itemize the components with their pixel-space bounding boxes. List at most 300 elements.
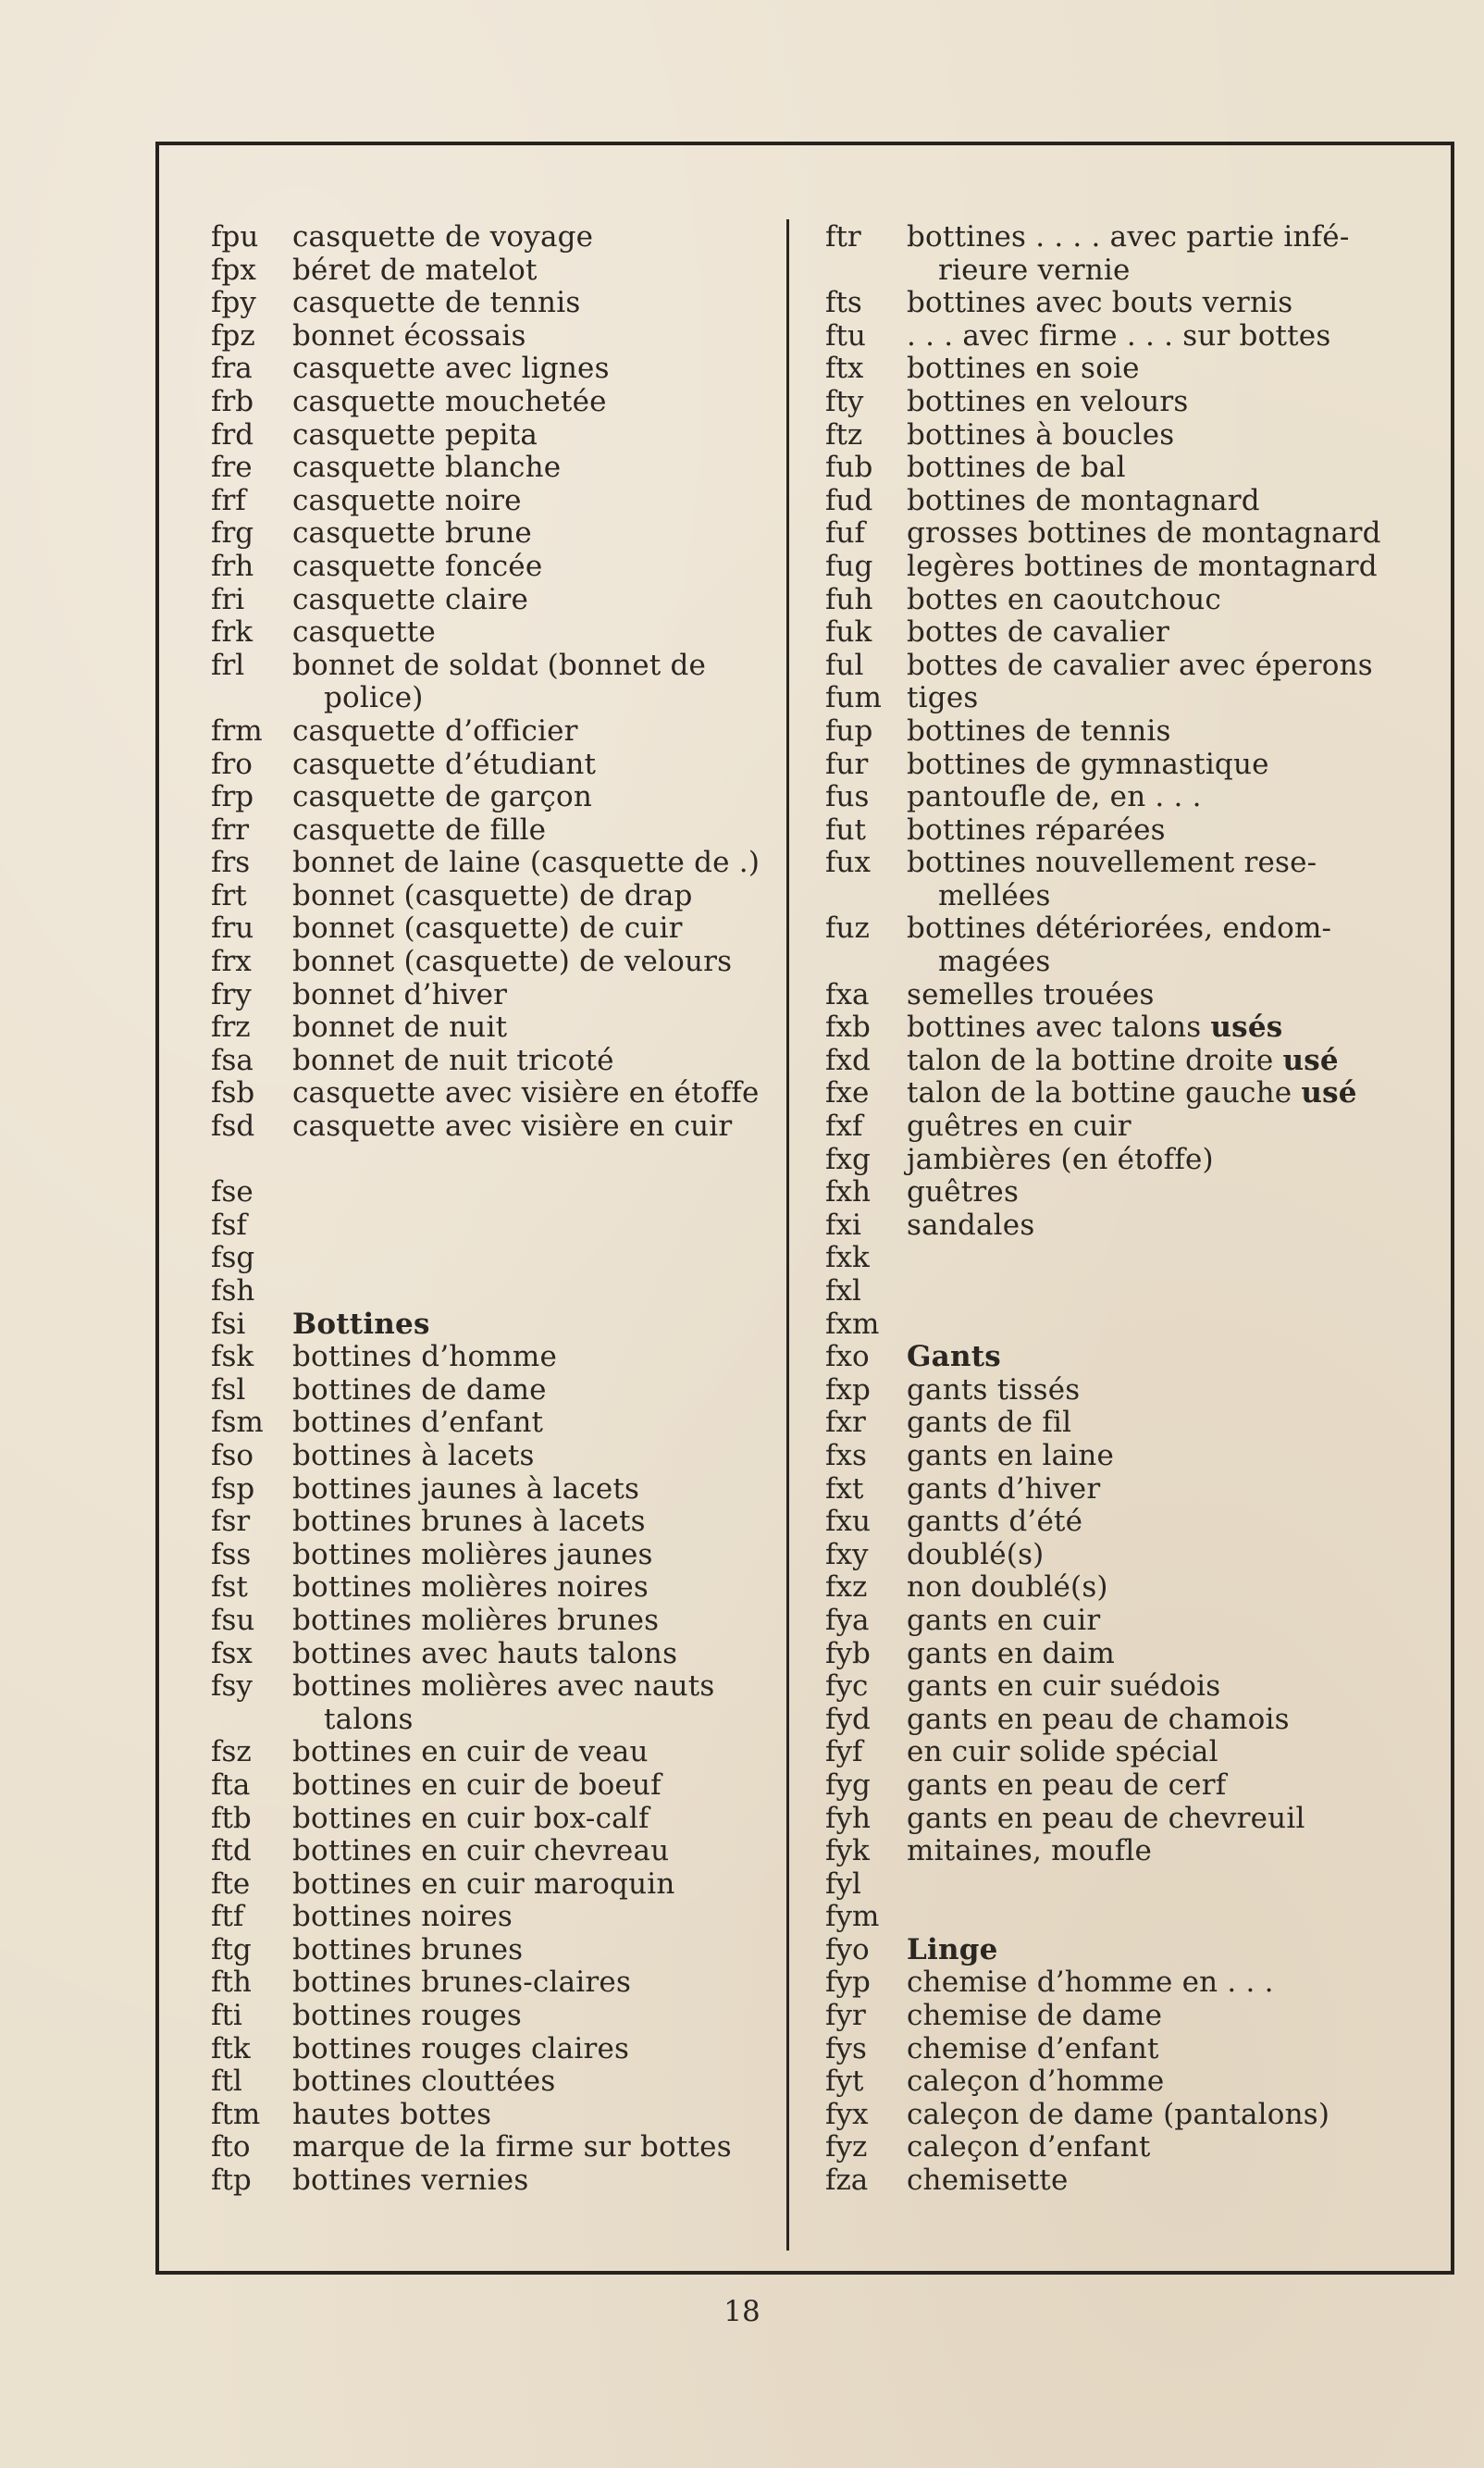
section-heading — [907, 1934, 1445, 1967]
entry-code: fxk — [825, 1241, 870, 1275]
entry-text — [292, 2131, 775, 2164]
entry-code: fpx — [211, 253, 256, 287]
entry-label: casquette d’étudiant — [292, 747, 597, 781]
list-item — [825, 1407, 1445, 1440]
entry-text — [292, 551, 775, 584]
entry-label: gants en peau de chevreuil — [907, 1801, 1305, 1835]
entry-label: gants de fil — [907, 1406, 1072, 1440]
entry-code: fss — [211, 1537, 252, 1571]
entry-text — [292, 1539, 775, 1572]
entry-label: bonnet (casquette) de drap — [292, 878, 693, 912]
list-item — [211, 287, 775, 320]
entry-text — [292, 650, 775, 683]
list-item — [211, 1374, 775, 1408]
entry-text — [907, 1407, 1445, 1440]
entry-text — [907, 1473, 1445, 1507]
list-item — [825, 320, 1445, 353]
entry-text — [907, 1835, 1445, 1868]
list-item — [211, 1144, 775, 1177]
list-item — [211, 1011, 775, 1045]
entry-label: bottines avec hauts talons — [292, 1636, 678, 1670]
list-item — [211, 2099, 775, 2132]
entry-code: fra — [211, 352, 253, 386]
list-item — [211, 1506, 775, 1539]
entry-code: fsk — [211, 1340, 254, 1374]
entry-code: fxd — [825, 1043, 871, 1077]
list-item — [211, 386, 775, 419]
list-item — [211, 1209, 775, 1243]
list-item — [825, 2065, 1445, 2099]
entry-code: frb — [211, 384, 254, 418]
list-item — [211, 1539, 775, 1572]
entry-text — [292, 584, 775, 617]
entry-label: casquette de fille — [292, 812, 547, 847]
entry-code: fys — [825, 2031, 867, 2065]
entry-text — [292, 2065, 775, 2099]
entry-code: frg — [211, 516, 254, 551]
column-divider — [786, 219, 789, 2251]
entry-label: grosses bottines de montagnard — [907, 516, 1381, 551]
entry-code: fyx — [825, 2097, 869, 2131]
entry-text — [292, 353, 775, 386]
entry-text-continuation: police) — [324, 681, 424, 715]
entry-text — [907, 1539, 1445, 1572]
entry-code: fxy — [825, 1537, 869, 1571]
entry-label: bottines brunes — [292, 1932, 524, 1966]
entry-label: gants en cuir — [907, 1603, 1101, 1637]
list-item — [825, 1670, 1445, 1704]
entry-code: fsz — [211, 1735, 252, 1769]
list-item — [211, 880, 775, 913]
entry-text — [907, 749, 1445, 782]
list-item — [211, 1110, 775, 1144]
entry-text — [292, 1506, 775, 1539]
entry-text — [292, 386, 775, 419]
right-column — [825, 221, 1445, 2198]
entry-text — [907, 1374, 1445, 1408]
list-item — [211, 814, 775, 848]
entry-code: fxz — [825, 1570, 868, 1605]
entry-text — [292, 1736, 775, 1769]
entry-text — [292, 2000, 775, 2033]
entry-code: ftp — [211, 2164, 252, 2198]
list-item — [825, 1966, 1445, 2000]
entry-label: bottines à lacets — [292, 1438, 535, 1472]
entry-text — [907, 2065, 1445, 2099]
entry-text — [292, 1275, 775, 1308]
entry-label: bottines nouvellement rese- — [907, 846, 1317, 880]
entry-label: casquette mouchetée — [292, 384, 607, 418]
entry-text — [292, 880, 775, 913]
entry-code: fxh — [825, 1175, 871, 1209]
page-frame — [155, 142, 1454, 2275]
entry-text — [907, 287, 1445, 320]
entry-label: gants en daim — [907, 1636, 1115, 1670]
entry-text — [907, 847, 1445, 880]
entry-code: frl — [211, 648, 245, 682]
list-item — [211, 2033, 775, 2066]
code-spacer — [825, 880, 907, 913]
entry-code: fxt — [825, 1471, 864, 1506]
entry-text — [907, 2099, 1445, 2132]
list-item — [825, 1605, 1445, 1638]
list-item — [211, 221, 775, 254]
entry-label: guêtres en cuir — [907, 1110, 1132, 1144]
entry-label: bottines détériorées, endom- — [907, 912, 1332, 946]
entry-code: fxi — [825, 1208, 861, 1242]
entry-text — [907, 2164, 1445, 2198]
list-item — [211, 517, 775, 551]
entry-code: fte — [211, 1867, 251, 1901]
entry-text — [907, 353, 1445, 386]
list-item — [211, 1571, 775, 1605]
entry-label: bottines . . . . avec partie infé- — [907, 220, 1350, 254]
list-item — [825, 814, 1445, 848]
list-item — [211, 1308, 775, 1342]
list-item — [211, 2131, 775, 2164]
entry-code: fth — [211, 1966, 252, 2000]
entry-text — [907, 386, 1445, 419]
entry-code: fxu — [825, 1505, 871, 1539]
entry-text — [292, 912, 775, 946]
entry-text — [907, 1144, 1445, 1177]
entry-text — [292, 1571, 775, 1605]
entry-label: talon de la bottine gauche — [907, 1076, 1292, 1110]
entry-label: casquette de garçon — [292, 780, 593, 814]
list-item — [211, 1868, 775, 1902]
entry-text — [292, 254, 775, 288]
entry-label: bottines brunes-claires — [292, 1966, 632, 2000]
entry-text — [292, 1966, 775, 2000]
entry-code: fyb — [825, 1636, 871, 1670]
entry-code: fup — [825, 713, 873, 748]
entry-text — [292, 517, 775, 551]
entry-code: fur — [825, 747, 869, 781]
entry-code: ftu — [825, 318, 866, 353]
entry-text — [907, 1275, 1445, 1308]
list-item — [825, 485, 1445, 518]
entry-label: Bottines — [292, 1307, 430, 1341]
entry-code: frp — [211, 780, 254, 814]
entry-code: fuz — [825, 912, 870, 946]
entry-label: bottines de dame — [292, 1372, 547, 1407]
list-item — [825, 221, 1445, 254]
entry-label: bottines en soie — [907, 352, 1140, 386]
list-item — [211, 1045, 775, 1078]
entry-text — [292, 814, 775, 848]
entry-code: fza — [825, 2164, 869, 2198]
entry-label: bottines en cuir maroquin — [292, 1867, 675, 1901]
entry-code: fxm — [825, 1307, 880, 1341]
entry-text — [292, 1077, 775, 1110]
entry-label: casquette blanche — [292, 451, 562, 485]
entry-code: fyc — [825, 1669, 869, 1704]
entry-code: fuh — [825, 582, 873, 616]
list-item — [211, 1242, 775, 1275]
entry-code: fsf — [211, 1208, 247, 1242]
entry-label: en cuir solide spécial — [907, 1735, 1218, 1769]
list-item — [211, 1966, 775, 2000]
entry-label: bottines avec talons — [907, 1011, 1202, 1045]
entry-label: bonnet de nuit tricoté — [292, 1043, 614, 1077]
entry-code: ftf — [211, 1900, 244, 1934]
entry-text — [907, 1868, 1445, 1902]
entry-emphasis: usé — [1282, 1043, 1339, 1077]
entry-code: fxb — [825, 1011, 871, 1045]
entry-code: fub — [825, 451, 873, 485]
list-item — [825, 1242, 1445, 1275]
list-item — [211, 254, 775, 288]
entry-label: gants en peau de chamois — [907, 1702, 1290, 1736]
entry-text — [907, 616, 1445, 650]
list-item — [211, 616, 775, 650]
entry-text — [292, 847, 775, 880]
entry-text — [907, 1242, 1445, 1275]
entry-code: ftb — [211, 1801, 252, 1835]
entry-text — [907, 419, 1445, 453]
list-item — [825, 749, 1445, 782]
entry-text — [292, 1209, 775, 1243]
entry-code: fus — [825, 780, 870, 814]
entry-code: frs — [211, 846, 251, 880]
entry-label: bottines en cuir chevreau — [292, 1834, 670, 1868]
list-item — [825, 1506, 1445, 1539]
list-item — [825, 1473, 1445, 1507]
entry-label: bottines rouges claires — [292, 2031, 630, 2065]
entry-text — [292, 1769, 775, 1803]
entry-text — [292, 1110, 775, 1144]
list-item — [211, 1440, 775, 1473]
list-item — [211, 419, 775, 453]
list-item — [825, 715, 1445, 749]
entry-label: gants en cuir suédois — [907, 1669, 1221, 1704]
entry-text — [907, 1209, 1445, 1243]
entry-label: bonnet d’hiver — [292, 977, 508, 1011]
list-item — [825, 2099, 1445, 2132]
list-item — [825, 1736, 1445, 1769]
entry-text — [292, 979, 775, 1012]
list-item — [825, 912, 1445, 946]
entry-code: fxa — [825, 977, 870, 1011]
entry-code: fst — [211, 1570, 248, 1605]
entry-code: fxe — [825, 1076, 870, 1110]
list-item — [825, 1176, 1445, 1209]
section-heading — [907, 1341, 1445, 1374]
entry-code: fyk — [825, 1834, 870, 1868]
entry-text — [907, 1670, 1445, 1704]
entry-code: fut — [825, 812, 866, 847]
entry-code: ftd — [211, 1834, 252, 1868]
entry-text — [907, 1011, 1445, 1045]
entry-text — [292, 1440, 775, 1473]
entry-code: fsy — [211, 1669, 253, 1704]
entry-text — [907, 1077, 1445, 1110]
entry-code: frf — [211, 483, 246, 517]
entry-label: bottines clouttées — [292, 2065, 556, 2099]
entry-label: bottines molières avec nauts — [292, 1669, 715, 1704]
list-item — [825, 584, 1445, 617]
entry-code: ftm — [211, 2097, 261, 2131]
entry-code: fyl — [825, 1867, 861, 1901]
entry-code: fsx — [211, 1636, 253, 1670]
list-item — [211, 1769, 775, 1803]
list-item — [211, 1901, 775, 1934]
entry-label: casquette — [292, 615, 436, 650]
entry-text — [292, 1473, 775, 1507]
entry-text — [907, 1176, 1445, 1209]
list-item — [211, 1473, 775, 1507]
code-spacer — [211, 1704, 292, 1737]
entry-text — [292, 1374, 775, 1408]
list-item — [825, 1769, 1445, 1803]
list-item-continuation — [825, 254, 1445, 288]
code-spacer — [825, 946, 907, 979]
entry-label: chemise de dame — [907, 1999, 1163, 2033]
entry-label: bonnet de laine (casquette de .) — [292, 846, 761, 880]
list-item — [825, 1901, 1445, 1934]
entry-label: casquette brune — [292, 516, 532, 551]
entry-code: fug — [825, 549, 873, 583]
entry-code: frm — [211, 713, 263, 748]
entry-code: ful — [825, 648, 864, 682]
list-item — [211, 1638, 775, 1671]
list-item — [825, 1440, 1445, 1473]
entry-code: fxr — [825, 1406, 866, 1440]
list-item — [211, 584, 775, 617]
list-item — [211, 946, 775, 979]
list-item — [211, 320, 775, 353]
entry-label: caleçon d’homme — [907, 2065, 1165, 2099]
entry-label: casquette foncée — [292, 549, 543, 583]
entry-text — [907, 715, 1445, 749]
entry-code: fyh — [825, 1801, 871, 1835]
entry-label: bonnet de nuit — [292, 1011, 508, 1045]
entry-text — [907, 1704, 1445, 1737]
entry-text — [292, 1835, 775, 1868]
entry-code: fyz — [825, 2130, 868, 2164]
entry-text — [292, 419, 775, 453]
entry-label: bottines d’enfant — [292, 1406, 544, 1440]
entry-label: non doublé(s) — [907, 1570, 1108, 1605]
entry-text — [292, 485, 775, 518]
entry-text — [907, 1736, 1445, 1769]
list-item — [211, 1407, 775, 1440]
entry-code: frh — [211, 549, 254, 583]
entry-text — [907, 1308, 1445, 1342]
entry-code: fse — [211, 1175, 254, 1209]
entry-text — [907, 1638, 1445, 1671]
entry-label: talon de la bottine droite — [907, 1043, 1274, 1077]
entry-label: bottines rouges — [292, 1999, 522, 2033]
entry-text — [907, 1901, 1445, 1934]
entry-code: fre — [211, 451, 253, 485]
entry-code: frd — [211, 417, 254, 452]
list-item — [825, 1011, 1445, 1045]
entry-code: fsi — [211, 1307, 246, 1341]
entry-label: bottines molières jaunes — [292, 1537, 653, 1571]
entry-text — [907, 2131, 1445, 2164]
entry-label: casquette avec lignes — [292, 352, 610, 386]
list-item — [211, 715, 775, 749]
list-item — [825, 551, 1445, 584]
list-item — [825, 386, 1445, 419]
entry-code: fry — [211, 977, 252, 1011]
entry-label: sandales — [907, 1208, 1035, 1242]
list-item — [211, 551, 775, 584]
entry-label: caleçon de dame (pantalons) — [907, 2097, 1330, 2131]
list-item — [211, 979, 775, 1012]
list-item — [825, 847, 1445, 880]
entry-emphasis: usés — [1210, 1011, 1283, 1045]
list-item-continuation — [211, 1704, 775, 1737]
entry-code: fpy — [211, 286, 256, 320]
entry-text — [907, 1506, 1445, 1539]
entry-code: fto — [211, 2130, 251, 2164]
entry-label: bottines de gymnastique — [907, 747, 1269, 781]
entry-text — [292, 616, 775, 650]
left-column — [211, 221, 775, 2198]
entry-text — [907, 452, 1445, 485]
entry-code: fsb — [211, 1076, 255, 1110]
entry-text — [907, 1110, 1445, 1144]
entry-label: gantts d’été — [907, 1505, 1083, 1539]
entry-text — [907, 814, 1445, 848]
list-item — [211, 452, 775, 485]
entry-code: fxs — [825, 1438, 867, 1472]
entry-text-continuation: magées — [938, 945, 1051, 979]
entry-label: bottines à boucles — [907, 417, 1175, 452]
entry-code — [211, 1144, 292, 1177]
list-item — [825, 353, 1445, 386]
code-spacer — [211, 682, 292, 715]
list-item — [211, 1176, 775, 1209]
list-item — [825, 1704, 1445, 1737]
entry-label: semelles trouées — [907, 977, 1155, 1011]
list-item — [825, 287, 1445, 320]
entry-text — [292, 781, 775, 814]
list-item — [825, 1209, 1445, 1243]
entry-label: bottines molières noires — [292, 1570, 649, 1605]
entry-code: fts — [825, 286, 862, 320]
list-item — [211, 1341, 775, 1374]
entry-text — [907, 584, 1445, 617]
list-item — [825, 1144, 1445, 1177]
entry-code: frz — [211, 1011, 251, 1045]
list-item — [825, 1374, 1445, 1408]
list-item — [825, 452, 1445, 485]
entry-label: casquette d’officier — [292, 713, 578, 748]
entry-label: bottines d’homme — [292, 1340, 558, 1374]
entry-code: ftz — [825, 417, 863, 452]
entry-label: chemise d’homme en . . . — [907, 1966, 1274, 2000]
list-item — [825, 1045, 1445, 1078]
entry-label: bonnet écossais — [292, 318, 526, 353]
entry-label: bottines jaunes à lacets — [292, 1471, 640, 1506]
entry-code: fpu — [211, 220, 259, 254]
entry-code: fyg — [825, 1767, 871, 1802]
entry-label: jambières (en étoffe) — [907, 1142, 1214, 1176]
list-item — [825, 616, 1445, 650]
entry-text — [907, 320, 1445, 353]
list-item — [211, 1934, 775, 1967]
list-item — [825, 1571, 1445, 1605]
entry-text — [292, 2164, 775, 2198]
entry-code: fsg — [211, 1241, 255, 1275]
entry-label: tiges — [907, 681, 979, 715]
entry-text — [292, 452, 775, 485]
list-item — [211, 1605, 775, 1638]
list-item — [211, 2065, 775, 2099]
